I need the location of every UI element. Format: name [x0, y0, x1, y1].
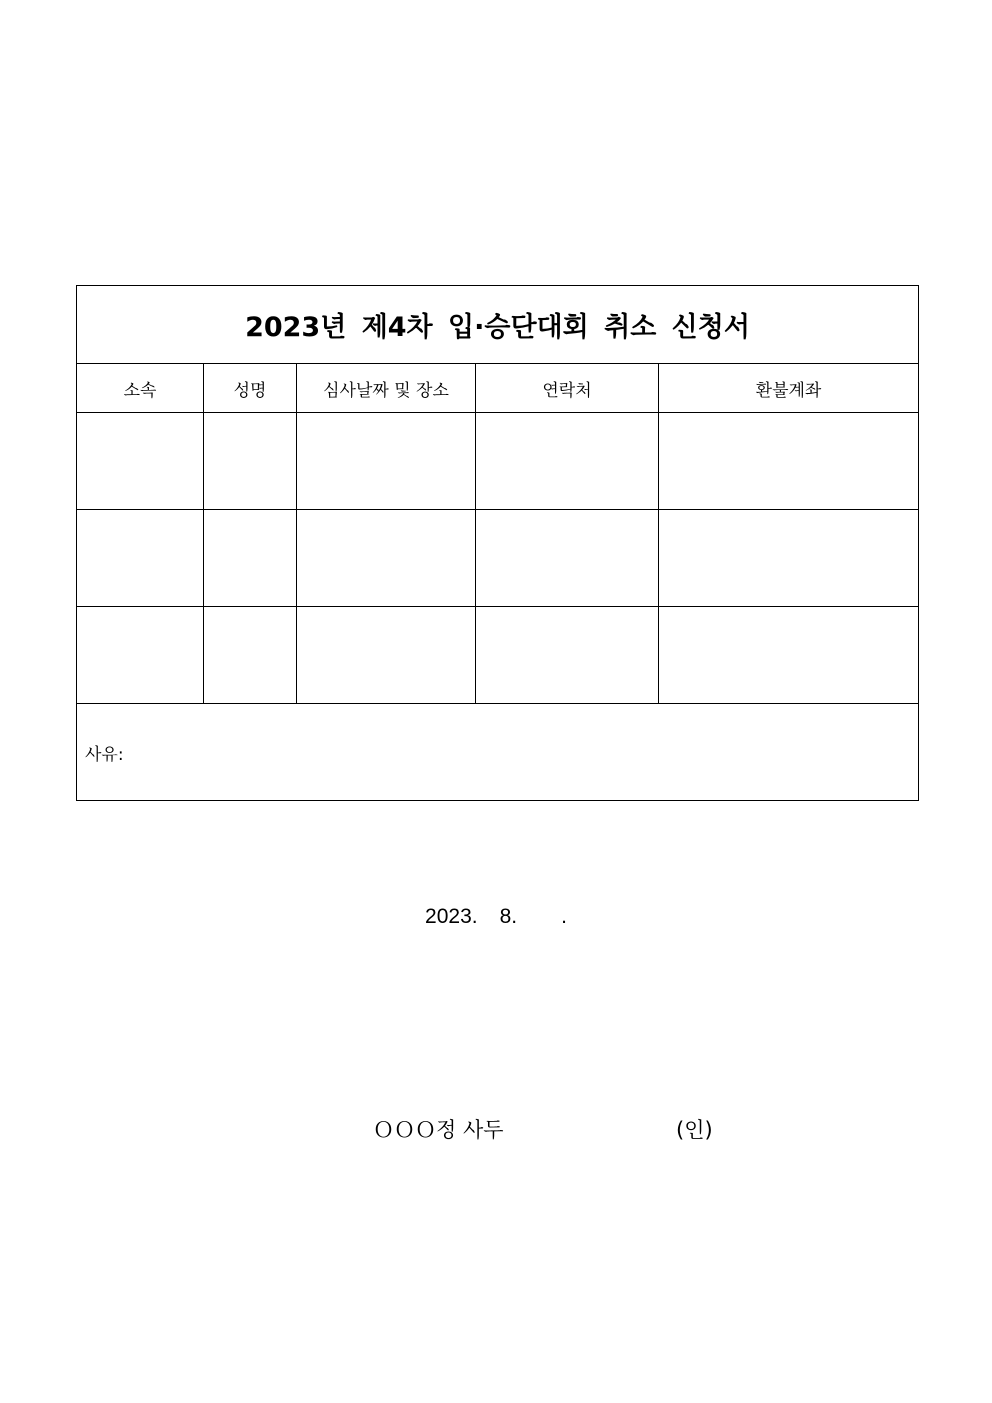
reason-cell[interactable] — [77, 704, 919, 801]
affiliation-cell[interactable] — [77, 607, 204, 704]
cancellation-form-table — [76, 285, 919, 801]
column-header-date-place: 심사날짜 및 장소 — [297, 364, 476, 413]
date-place-cell[interactable] — [297, 413, 476, 510]
name-cell[interactable] — [204, 607, 297, 704]
form-title: 2023년 제4차 입·승단대회 취소 신청서 — [245, 312, 750, 343]
name-cell[interactable] — [204, 510, 297, 607]
form-title-cell — [77, 286, 919, 364]
refund-account-cell[interactable] — [659, 413, 919, 510]
refund-account-cell[interactable] — [659, 607, 919, 704]
column-header-affiliation: 소속 — [77, 364, 204, 413]
table-row — [77, 510, 919, 607]
date-month: 8. — [499, 905, 518, 928]
table-row — [77, 413, 919, 510]
contact-cell[interactable] — [476, 413, 659, 510]
table-row — [77, 607, 919, 704]
date-place-cell[interactable] — [297, 510, 476, 607]
affiliation-cell[interactable] — [77, 413, 204, 510]
seal-mark: (인) — [676, 1118, 713, 1142]
column-header-contact: 연락처 — [476, 364, 659, 413]
refund-account-cell[interactable] — [659, 510, 919, 607]
header-row — [77, 364, 919, 413]
date-line — [0, 905, 992, 929]
date-place-cell[interactable] — [297, 607, 476, 704]
reason-label: 사유: — [85, 744, 124, 765]
contact-cell[interactable] — [476, 607, 659, 704]
column-header-refund-account: 환불계좌 — [659, 364, 919, 413]
column-header-name: 성명 — [204, 364, 297, 413]
contact-cell[interactable] — [476, 510, 659, 607]
date-day: . — [561, 905, 567, 928]
date-year: 2023. — [425, 905, 478, 928]
signatory-name: ＯＯＯ정 사두 — [373, 1118, 504, 1142]
name-cell[interactable] — [204, 413, 297, 510]
affiliation-cell[interactable] — [77, 510, 204, 607]
